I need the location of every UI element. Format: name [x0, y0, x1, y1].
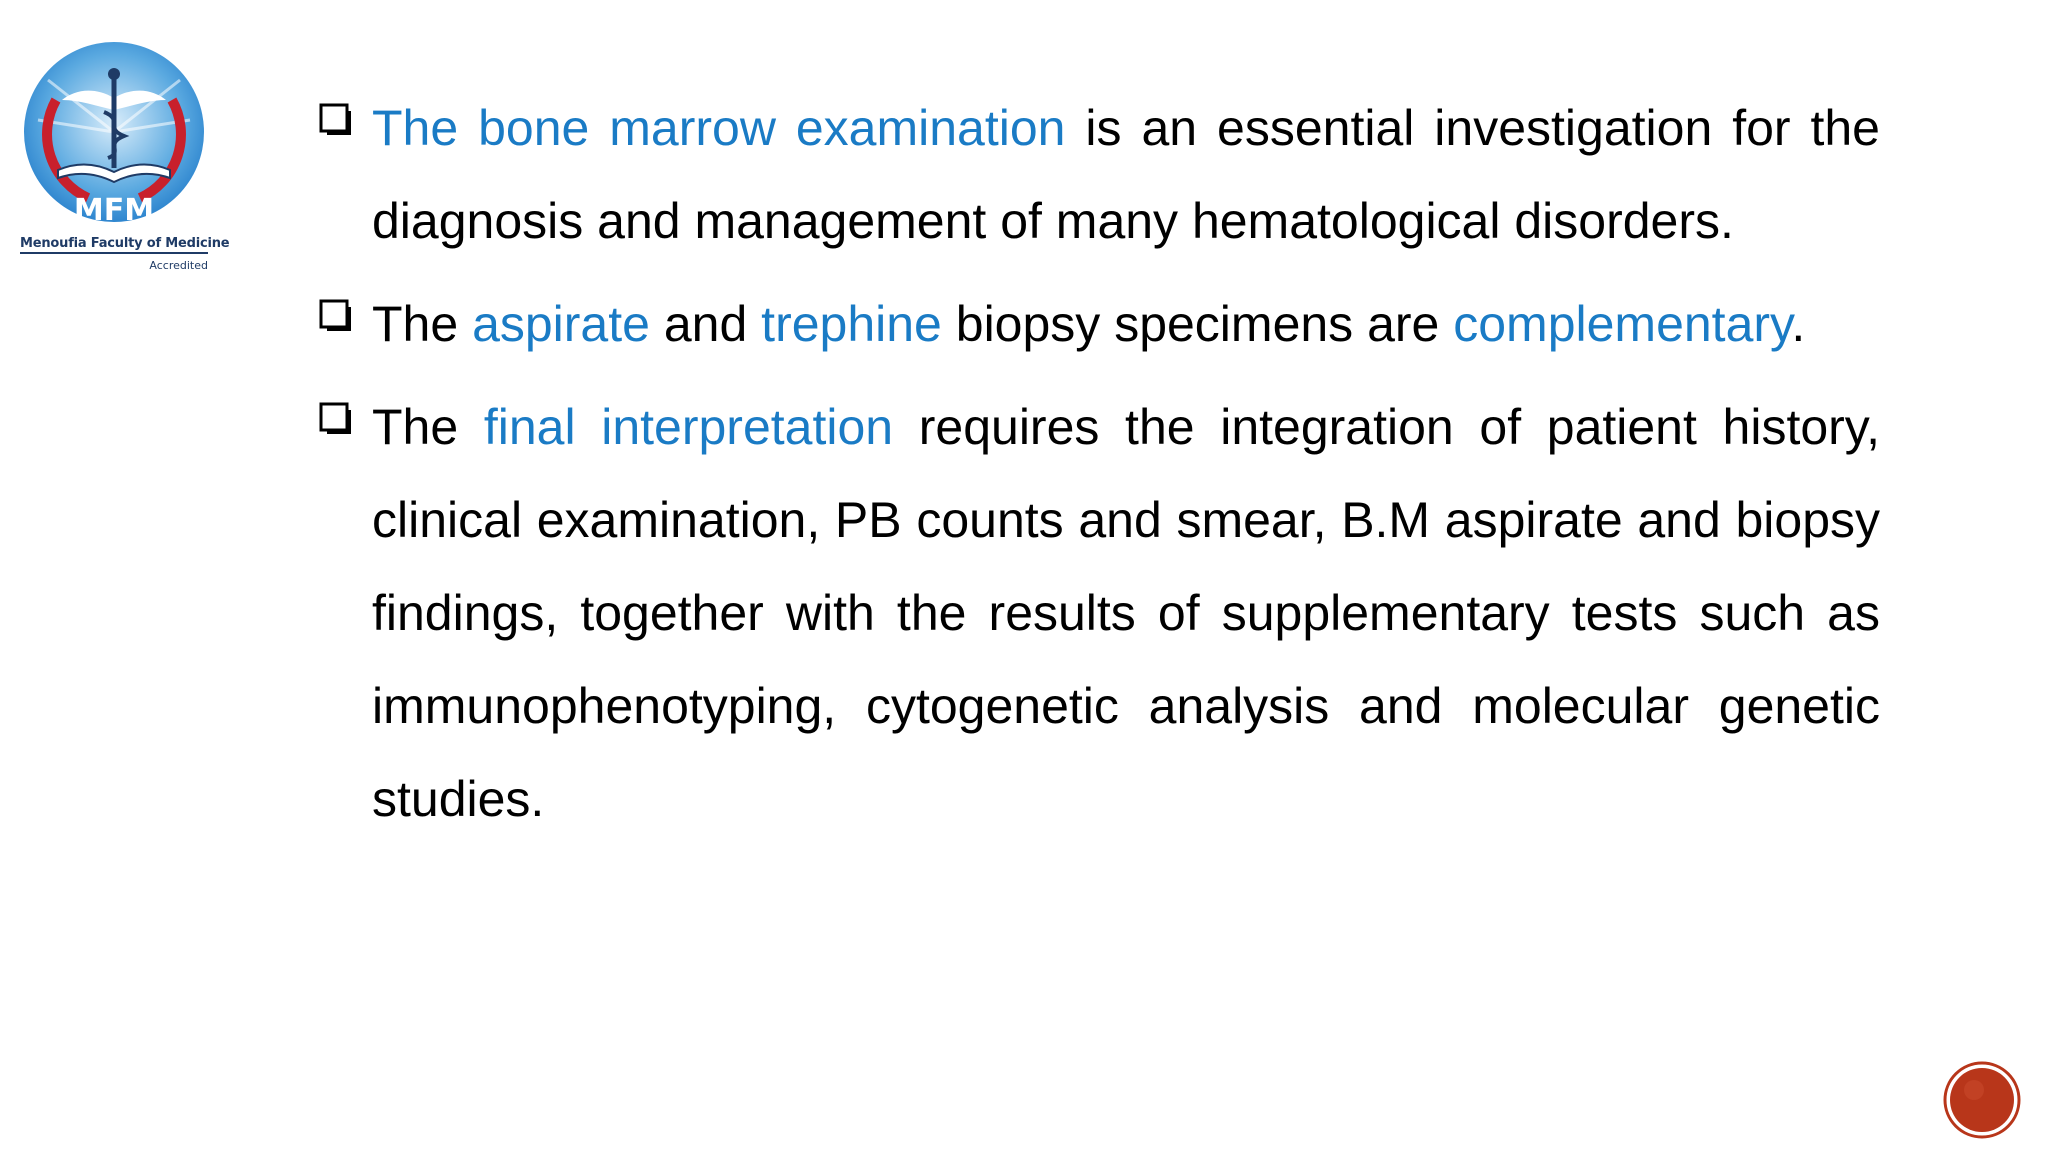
highlighted-term: The bone marrow examination — [372, 100, 1066, 156]
logo-text: MFM — [73, 193, 155, 228]
bullet-text — [372, 100, 1880, 249]
bullet-text — [372, 399, 1880, 827]
highlighted-term: complementary — [1453, 296, 1792, 352]
bullet-text-segment: . — [1791, 296, 1806, 352]
bullet-text — [372, 296, 1805, 352]
bullet-item — [372, 278, 1880, 371]
bullet-item — [372, 82, 1880, 268]
checkbox-square-icon — [319, 402, 353, 436]
bullet-text-segment: The — [372, 399, 484, 455]
next-slide-circle-icon[interactable] — [1942, 1060, 2022, 1140]
logo-subcaption: Accredited — [149, 259, 208, 272]
logo-caption: Menoufia Faculty of Medicine — [20, 236, 208, 254]
highlighted-term: final interpretation — [483, 399, 894, 455]
bullet-list — [372, 82, 1880, 856]
bullet-text-segment: requires the integration of patient history, clinical examination, PB counts and smear, B.M aspirate and biopsy findings, together with the results of supplementary tests such as immunophenotyping, cytogenetic analysis and molecular genetic studies. — [372, 399, 1880, 827]
bullet-text-segment: biopsy specimens are — [941, 296, 1454, 352]
checkbox-square-icon — [319, 299, 353, 333]
bullet-text-segment: is an essential investigation for the diagnosis and management of many hematological disorders. — [372, 100, 1880, 249]
bullet-item — [372, 381, 1880, 846]
highlighted-term: trephine — [761, 296, 942, 352]
bullet-text-segment: and — [649, 296, 762, 352]
highlighted-term: aspirate — [472, 296, 650, 352]
bullet-text-segment: The — [372, 296, 473, 352]
checkbox-square-icon — [319, 103, 353, 137]
